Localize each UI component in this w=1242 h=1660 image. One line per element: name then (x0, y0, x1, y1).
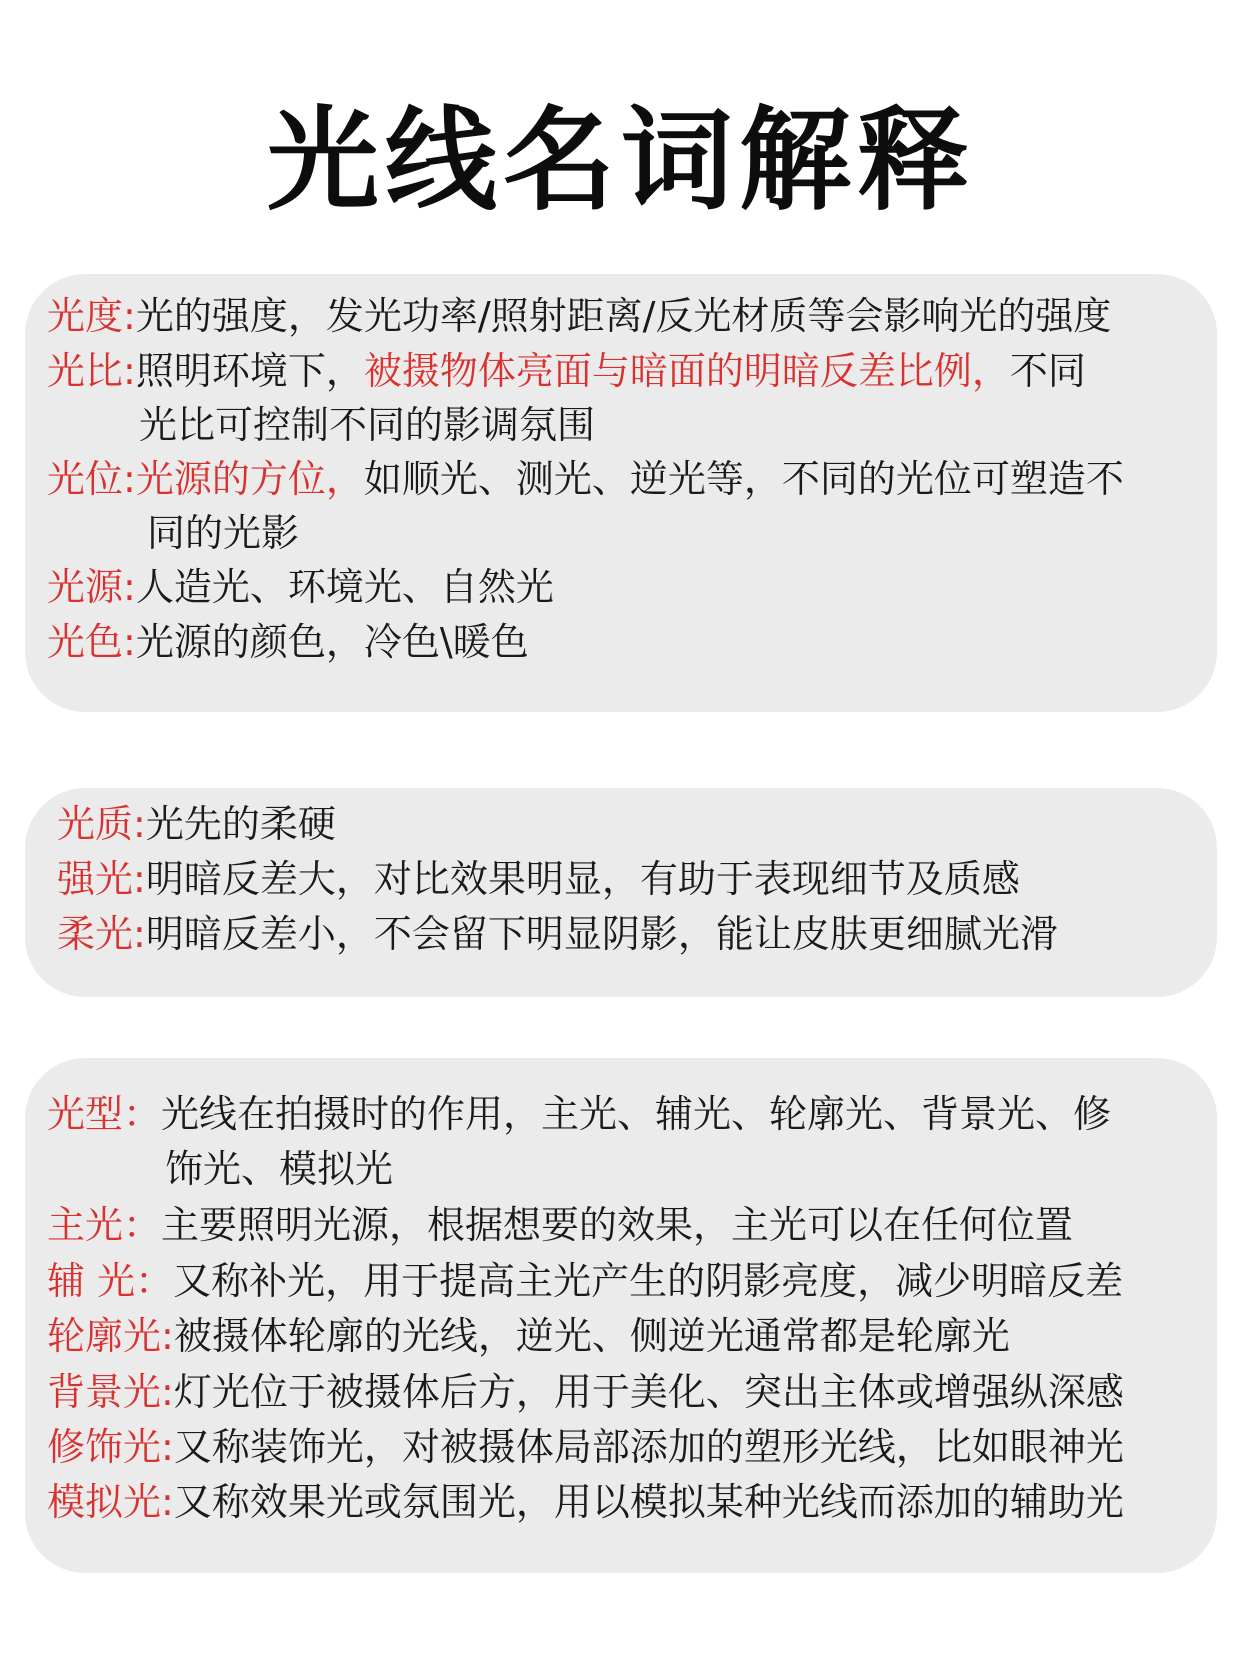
term-label: 光位: (47, 457, 136, 501)
term-label: 光比: (47, 349, 136, 393)
term-label: 轮廓光: (47, 1314, 174, 1358)
term-label: 柔光: (57, 912, 146, 956)
term-definition: 人造光、环境光、自然光 (135, 565, 554, 609)
term-definition: 又称装饰光，对被摄体局部添加的塑形光线，比如眼神光 (173, 1425, 1124, 1469)
term-definition-continued: 同的光影 (147, 511, 300, 555)
term-definition: 如顺光、测光、逆光等，不同的光位可塑造不 (363, 457, 1124, 501)
term-label: 辅 光： (47, 1259, 174, 1303)
term-label: 光型： (47, 1092, 162, 1136)
list-item-light-intensity (47, 294, 1111, 340)
list-item-effect-light (47, 1480, 1124, 1526)
term-definition: 照明环境下， (135, 349, 364, 393)
term-definition-continued: 光比可控制不同的影调氛围 (139, 403, 596, 447)
list-item-light-color (47, 620, 529, 666)
list-item-key-light (47, 1203, 1073, 1249)
list-item-light-ratio (47, 349, 1086, 395)
term-definition-highlight: 光源的方位， (135, 457, 364, 501)
term-definition-continued: 饰光、模拟光 (165, 1147, 394, 1191)
term-label: 修饰光: (47, 1425, 174, 1469)
term-definition: 光源的颜色，冷色\暖色 (135, 620, 529, 664)
list-item-light-type (47, 1092, 1111, 1138)
term-definition: 主要照明光源，根据想要的效果，主光可以在任何位置 (161, 1203, 1074, 1247)
term-definition: 又称补光，用于提高主光产生的阴影亮度，减少明暗反差 (173, 1259, 1124, 1303)
term-definition-highlight: 被摄物体亮面与暗面的明暗反差比例， (363, 349, 1010, 393)
term-definition: 灯光位于被摄体后方，用于美化、突出主体或增强纵深感 (173, 1370, 1124, 1414)
term-label: 模拟光: (47, 1480, 174, 1524)
list-item-background-light (47, 1370, 1124, 1416)
term-label: 光源: (47, 565, 136, 609)
card-light-types (25, 1058, 1217, 1573)
card-light-basics (25, 274, 1217, 712)
term-definition: 明暗反差大，对比效果明显，有助于表现细节及质感 (145, 857, 1020, 901)
term-definition: 明暗反差小，不会留下明显阴影，能让皮肤更细腻光滑 (145, 912, 1058, 956)
page-title: 光线名词解释 (267, 96, 975, 226)
list-item-soft-light (57, 912, 1058, 958)
term-definition: 光先的柔硬 (145, 802, 336, 846)
list-item-light-position (47, 457, 1124, 503)
term-definition: 不同 (1009, 349, 1086, 393)
term-definition: 光的强度，发光功率/照射距离/反光材质等会影响光的强度 (135, 294, 1112, 338)
list-item-rim-light (47, 1314, 1010, 1360)
term-definition: 又称效果光或氛围光，用以模拟某种光线而添加的辅助光 (173, 1480, 1124, 1524)
list-item-hard-light (57, 857, 1020, 903)
term-label: 光质: (57, 802, 146, 846)
term-definition: 被摄体轮廓的光线，逆光、侧逆光通常都是轮廓光 (173, 1314, 1010, 1358)
list-item-accent-light (47, 1425, 1124, 1471)
term-label: 光色: (47, 620, 136, 664)
list-item-light-quality (57, 802, 336, 848)
list-item-light-source (47, 565, 554, 611)
card-light-quality (25, 788, 1217, 997)
term-label: 光度: (47, 294, 136, 338)
term-definition: 光线在拍摄时的作用，主光、辅光、轮廓光、背景光、修 (161, 1092, 1112, 1136)
term-label: 背景光: (47, 1370, 174, 1414)
term-label: 强光: (57, 857, 146, 901)
term-label: 主光： (47, 1203, 162, 1247)
list-item-fill-light (47, 1259, 1123, 1305)
